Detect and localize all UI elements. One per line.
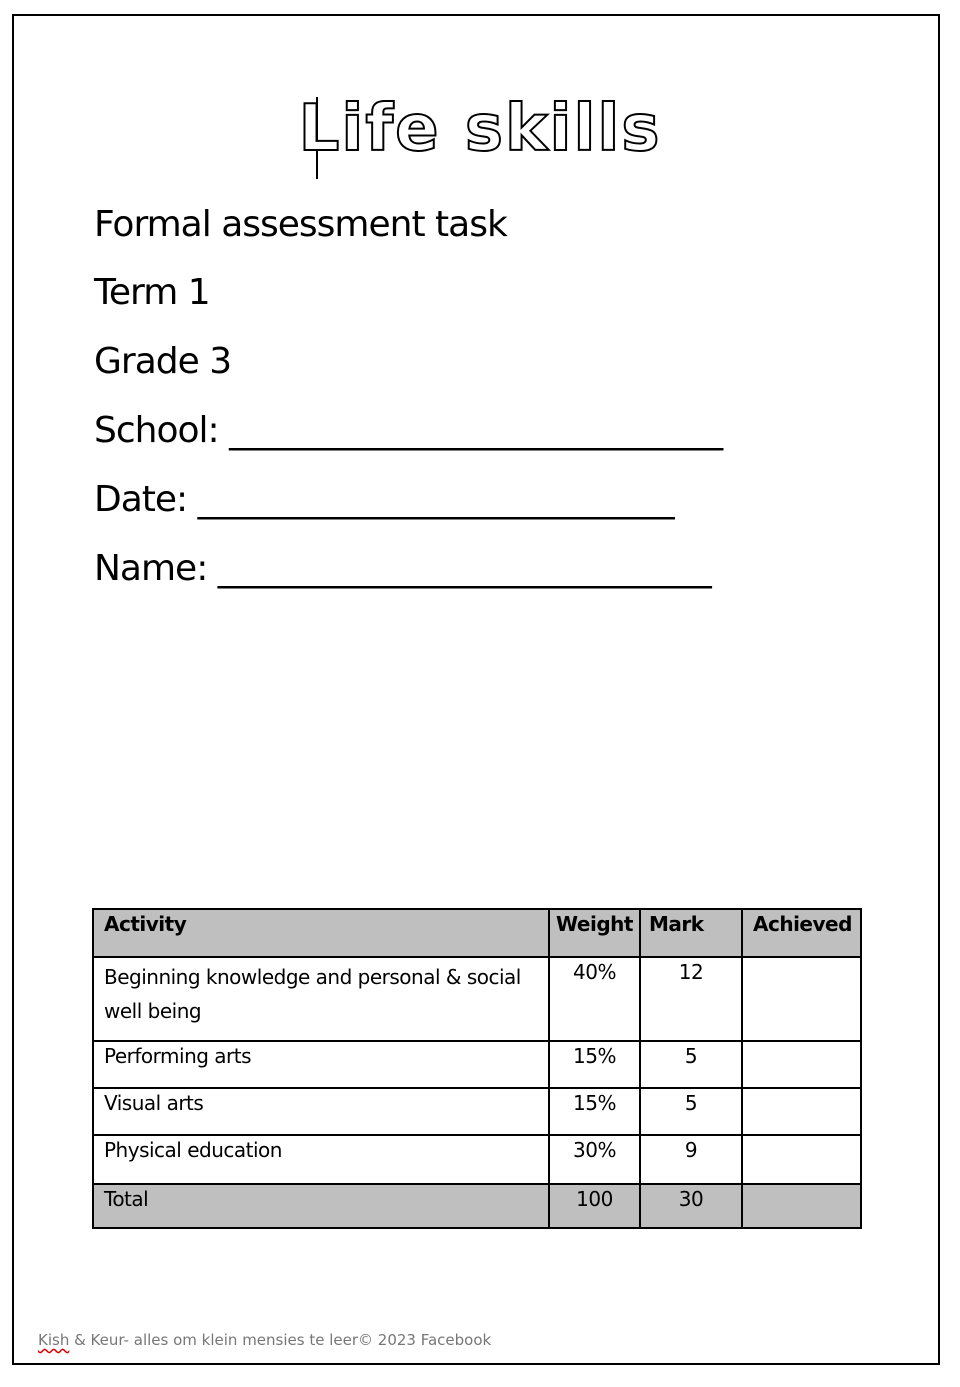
assessment-table bbox=[92, 908, 862, 1229]
subtitle: Formal assessment task bbox=[94, 204, 507, 245]
weight-cell: 40% bbox=[549, 957, 640, 1041]
header-activity: Activity bbox=[93, 909, 549, 957]
mark-cell: 9 bbox=[640, 1135, 742, 1184]
school-field[interactable]: School: _____________________________ bbox=[94, 410, 723, 451]
activity-cell: Performing arts bbox=[93, 1041, 549, 1088]
header-mark: Mark bbox=[640, 909, 742, 957]
weight-cell: 30% bbox=[549, 1135, 640, 1184]
footer-text: & Keur- alles om klein mensies te leer© 2023 Facebook bbox=[69, 1331, 492, 1349]
table-row bbox=[93, 1135, 861, 1184]
activity-cell: Visual arts bbox=[93, 1088, 549, 1135]
achieved-cell[interactable] bbox=[742, 1135, 861, 1184]
activity-cell: Beginning knowledge and personal & social well being bbox=[93, 957, 549, 1041]
weight-cell: 15% bbox=[549, 1088, 640, 1135]
name-field[interactable]: Name: _____________________________ bbox=[94, 548, 711, 589]
mark-cell: 5 bbox=[640, 1041, 742, 1088]
achieved-cell[interactable] bbox=[742, 957, 861, 1041]
document-title: Life skills bbox=[298, 92, 662, 166]
achieved-cell[interactable] bbox=[742, 1088, 861, 1135]
mark-cell: 5 bbox=[640, 1088, 742, 1135]
total-achieved[interactable] bbox=[742, 1184, 861, 1228]
total-weight: 100 bbox=[549, 1184, 640, 1228]
activity-cell: Physical education bbox=[93, 1135, 549, 1184]
grade-line: Grade 3 bbox=[94, 341, 232, 382]
achieved-cell[interactable] bbox=[742, 1041, 861, 1088]
header-weight: Weight bbox=[549, 909, 640, 957]
footer-credit bbox=[38, 1331, 491, 1349]
table-row bbox=[93, 1088, 861, 1135]
total-label: Total bbox=[93, 1184, 549, 1228]
term-line: Term 1 bbox=[94, 272, 210, 313]
table-total-row bbox=[93, 1184, 861, 1228]
header-achieved: Achieved bbox=[742, 909, 861, 957]
table-header-row bbox=[93, 909, 861, 957]
table-row bbox=[93, 1041, 861, 1088]
weight-cell: 15% bbox=[549, 1041, 640, 1088]
footer-brand: Kish bbox=[38, 1331, 70, 1349]
table-row bbox=[93, 957, 861, 1041]
mark-cell: 12 bbox=[640, 957, 742, 1041]
date-field[interactable]: Date: ____________________________ bbox=[94, 479, 674, 520]
total-mark: 30 bbox=[640, 1184, 742, 1228]
